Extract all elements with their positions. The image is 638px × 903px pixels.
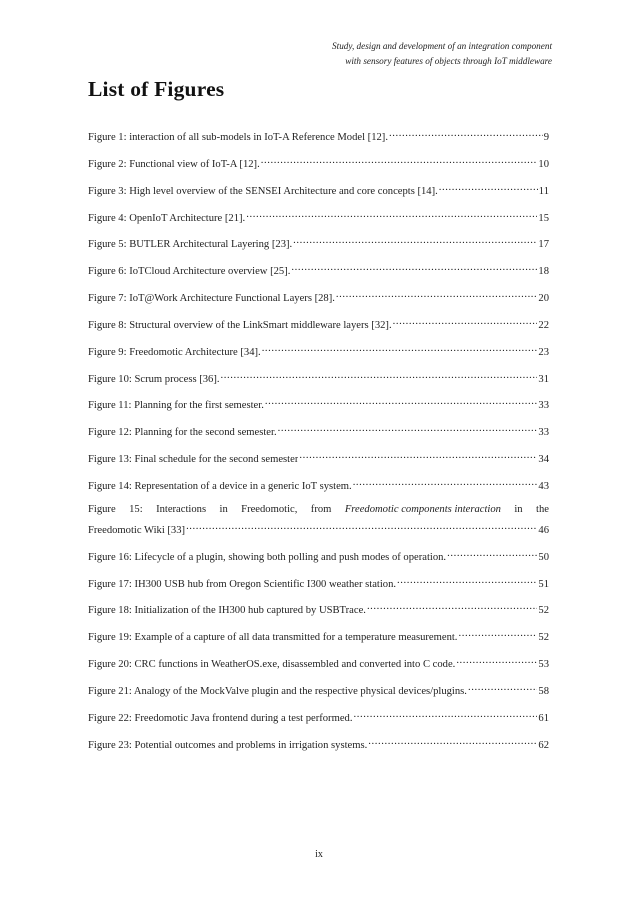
dot-leader: [439, 181, 538, 194]
figure-entry-page: 61: [538, 712, 549, 724]
dot-leader: [368, 735, 537, 748]
dot-leader: [278, 422, 538, 435]
figure-entry-12[interactable]: [88, 422, 549, 439]
figure-entry-label: Figure 17: IH300 USB hub from Oregon Scientific I300 weather station.: [88, 578, 397, 590]
figure-entry-page: 17: [538, 239, 549, 251]
figure-entry-page: 10: [538, 158, 549, 170]
page-number: ix: [315, 849, 323, 860]
dot-leader: [353, 476, 538, 489]
figure-entry-label: Figure 21: Analogy of the MockValve plugin and the respective physical devices/plugins.: [88, 685, 467, 697]
word: Figure: [88, 503, 116, 515]
figure-entry-page: 23: [538, 346, 549, 358]
figure-entry-label: Figure 9: Freedomotic Architecture [34].: [88, 346, 261, 358]
figure-entry-16[interactable]: [88, 547, 549, 563]
word: 15:: [129, 503, 143, 515]
dot-leader: [293, 234, 537, 247]
figure-entry-14[interactable]: [88, 476, 549, 492]
dot-leader: [246, 208, 537, 221]
figure-entry-label: Figure 14: Representation of a device in a generic IoT system.: [88, 480, 352, 492]
figure-entry-page: 18: [538, 266, 549, 278]
figure-entry-10[interactable]: [88, 369, 549, 385]
figure-entry-page: 62: [538, 739, 549, 751]
page-title: List of Figures: [88, 77, 225, 101]
dot-leader: [299, 449, 537, 462]
figure-entry-label: Figure 1: interaction of all sub-models in IoT-A Reference Model [12].: [88, 132, 388, 143]
figure-entry-8[interactable]: [88, 315, 549, 331]
figure-entry-6[interactable]: [88, 261, 549, 278]
dot-leader: [262, 342, 538, 355]
figure-entry-page: 53: [538, 659, 549, 671]
figure-entry-page: 33: [538, 427, 549, 439]
dot-leader: [367, 600, 537, 613]
figure-entry-label: Freedomotic Wiki [33]: [88, 524, 186, 536]
word: the: [536, 503, 549, 515]
figure-entry-21[interactable]: [88, 681, 549, 697]
figure-entry-5[interactable]: [88, 234, 549, 251]
italic-source-title: Freedomotic components interaction: [344, 503, 501, 515]
figure-entry-label: Figure 8: Structural overview of the LinkSmart middleware layers [32].: [88, 319, 392, 331]
dot-leader: [447, 547, 537, 560]
figure-entry-page: 52: [538, 632, 549, 644]
figure-entry-label: Figure 13: Final schedule for the second semester: [88, 454, 299, 466]
figure-entry-15[interactable]: [88, 503, 549, 536]
figure-entry-22[interactable]: [88, 708, 549, 724]
figure-entry-13[interactable]: [88, 449, 549, 466]
figure-entry-label: Figure 6: IoTCloud Architecture overview [25].: [88, 266, 291, 278]
figure-entry-7[interactable]: [88, 288, 549, 305]
figure-entry-label: Figure 23: Potential outcomes and problems in irrigation systems.: [88, 739, 368, 751]
figure-entry-18[interactable]: [88, 600, 549, 617]
figure-entry-2[interactable]: [88, 154, 549, 170]
figure-entry-page: 51: [538, 578, 549, 590]
figure-entry-label: Figure 16: Lifecycle of a plugin, showing both polling and push modes of operation.: [88, 551, 447, 563]
figure-entry-1[interactable]: [88, 127, 549, 143]
word: from: [310, 503, 332, 515]
dot-leader: [389, 127, 543, 140]
figure-entry-label: Figure 12: Planning for the second semester.: [88, 427, 277, 439]
dot-leader: [221, 369, 538, 382]
figure-entry-label: Figure 18: Initialization of the IH300 hub captured by USBTrace.: [88, 605, 366, 617]
dot-leader: [468, 681, 537, 694]
dot-leader: [353, 708, 537, 721]
figure-entry-label: Figure 2: Functional view of IoT-A [12].: [88, 158, 260, 170]
word: in: [219, 503, 228, 515]
figure-entry-label: Figure 11: Planning for the first semester.: [88, 400, 264, 412]
figure-entry-label: Figure 4: OpenIoT Architecture [21].: [88, 212, 246, 224]
figure-entry-label: Figure 5: BUTLER Architectural Layering [23].: [88, 239, 293, 251]
word: in: [514, 503, 523, 515]
figure-entry-page: 46: [538, 524, 549, 536]
figure-entry-page: 31: [538, 373, 549, 385]
figure-entry-23[interactable]: [88, 735, 549, 751]
word: Interactions: [156, 503, 207, 515]
figure-entry-3[interactable]: [88, 181, 549, 197]
figure-entry-page: 52: [538, 605, 549, 617]
figure-entry-4[interactable]: [88, 208, 549, 224]
figure-entry-page: 11: [538, 185, 549, 197]
figure-entry-label: Figure 3: High level overview of the SENSEI Architecture and core concepts [14].: [88, 185, 438, 197]
figure-entry-page: 15: [538, 212, 549, 224]
figure-entry-page: 50: [538, 551, 549, 563]
figure-entry-11[interactable]: [88, 395, 549, 412]
figure-entry-label: Figure 19: Example of a capture of all data transmitted for a temperature measurement.: [88, 632, 458, 644]
running-header: [132, 39, 552, 69]
figure-entry-label: Figure 20: CRC functions in WeatherOS.exe, disassembled and converted into C code.: [88, 659, 456, 671]
figure-entry-9[interactable]: [88, 342, 549, 358]
dot-leader: [291, 261, 537, 274]
figure-entry-17[interactable]: [88, 574, 549, 590]
dot-leader: [265, 395, 538, 408]
figure-entry-page: 34: [538, 454, 549, 466]
dot-leader: [393, 315, 538, 328]
figure-entry-label: Figure 10: Scrum process [36].: [88, 373, 220, 385]
figure-entry-page: 22: [538, 319, 549, 331]
running-header-line-2: with sensory features of objects through IoT middleware: [345, 56, 552, 66]
figure-entry-page: 9: [543, 132, 549, 143]
running-header-line-1: Study, design and development of an integration component: [332, 41, 552, 51]
dot-leader: [261, 154, 538, 167]
figure-entry-page: 43: [538, 480, 549, 492]
word: Freedomotic,: [241, 503, 298, 515]
figure-entry-page: 33: [538, 400, 549, 412]
figure-entry-line-1: [88, 503, 549, 516]
figure-entry-page: 20: [538, 293, 549, 305]
figure-entry-19[interactable]: [88, 627, 549, 644]
figure-entry-label: Figure 22: Freedomotic Java frontend during a test performed.: [88, 712, 353, 724]
figure-entry-page: 58: [538, 685, 549, 697]
figure-entry-line-2: [88, 520, 549, 536]
dot-leader: [186, 520, 537, 533]
dot-leader: [397, 574, 537, 587]
dot-leader: [456, 654, 537, 667]
list-of-figures: [88, 127, 549, 761]
figure-entry-label: Figure 7: IoT@Work Architecture Functional Layers [28].: [88, 293, 335, 305]
figure-entry-20[interactable]: [88, 654, 549, 671]
dot-leader: [458, 627, 537, 640]
dot-leader: [336, 288, 538, 301]
